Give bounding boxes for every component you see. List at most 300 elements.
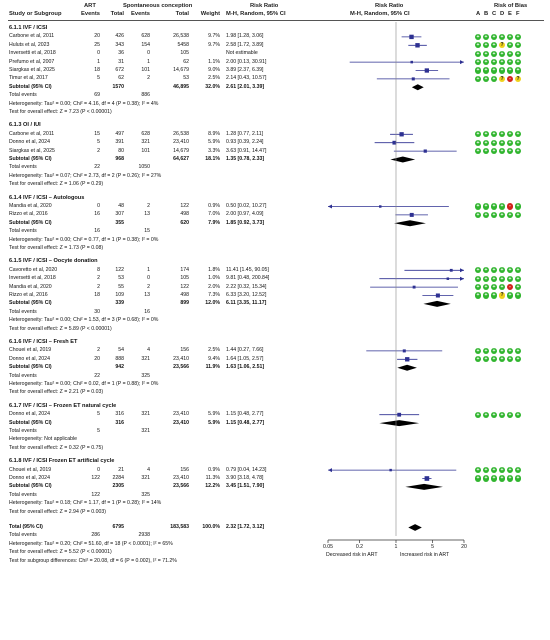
risk-of-bias-dot: + [516, 139, 520, 146]
risk-ratio-ci: 11.41 [1.45, 90.05] [226, 266, 269, 273]
risk-of-bias-dot: + [516, 283, 520, 290]
study-square [389, 469, 391, 471]
subtotal-spont-total: 23,566 [173, 483, 189, 490]
study-name: Rizzo et al, 2016 [9, 292, 48, 298]
weight-value: 2.0% [208, 283, 220, 290]
risk-of-bias-dot: + [492, 356, 496, 363]
subtotal-spont-total: 23,410 [173, 419, 189, 426]
art-events: 25 [94, 41, 100, 48]
risk-of-bias-dot: + [500, 58, 504, 65]
study-name: Carbone et al, 2011 [9, 130, 55, 137]
total-events-label: Total events [9, 164, 37, 171]
risk-of-bias-dot: + [492, 147, 496, 154]
risk-of-bias-dot: + [500, 67, 504, 74]
weight-value: 9.7% [208, 41, 220, 48]
risk-of-bias-dot: + [492, 211, 496, 218]
risk-ratio-ci: 3.89 [2.37, 6.39] [226, 67, 264, 73]
risk-of-bias-dot: + [476, 347, 480, 354]
risk-of-bias-dot: + [508, 267, 512, 274]
weight-value: 1.0% [208, 275, 220, 282]
risk-of-bias-dot: + [508, 58, 512, 65]
art-events: 1 [97, 58, 100, 65]
art-total: 36 [118, 50, 124, 57]
study-square [410, 213, 414, 217]
risk-of-bias-dot: + [508, 292, 512, 299]
risk-of-bias-dot: + [516, 211, 520, 218]
spont-total: 14,679 [173, 147, 189, 154]
spont-total: 14,679 [173, 67, 189, 73]
total-events-spont: 16 [144, 308, 150, 315]
heterogeneity-text: Heterogeneity: Not applicable [9, 436, 78, 443]
study-name: Carbone et al, 2011 [9, 33, 55, 40]
risk-of-bias-dot: + [476, 211, 480, 218]
risk-of-bias-dot: + [476, 147, 480, 154]
risk-of-bias-dot: + [484, 42, 488, 49]
subtotal-art-total: 942 [115, 364, 124, 371]
risk-of-bias-dot: + [508, 275, 512, 282]
weight-value: 2.5% [208, 347, 220, 354]
spont-events: 2 [147, 283, 150, 290]
subtotal-spont-total: 620 [180, 219, 189, 226]
subtotal-diamond [405, 484, 443, 490]
risk-of-bias-dot: + [508, 33, 512, 40]
study-name: Cavoretto et al, 2020 [9, 266, 58, 273]
risk-ratio-ci: 3.90 [3.18, 4.78] [226, 475, 264, 481]
spont-events: 0 [147, 50, 150, 57]
risk-ratio-ci: 1.98 [1.28, 3.06] [226, 33, 264, 40]
risk-of-bias-dot: + [492, 203, 496, 210]
risk-of-bias-dot: + [516, 33, 520, 40]
spont-events: 154 [141, 41, 150, 48]
risk-of-bias-dot: + [492, 475, 496, 482]
risk-of-bias-dot: + [516, 42, 520, 49]
risk-of-bias-header: Risk of Bias [494, 3, 528, 9]
study-column-header: Study or Subgroup [9, 11, 62, 17]
art-total: 391 [115, 139, 124, 146]
art-total: 426 [115, 33, 124, 40]
study-name: Chouei et al, 2019 [9, 466, 52, 473]
art-total: 54 [118, 347, 124, 354]
risk-of-bias-dot: + [492, 131, 496, 138]
risk-of-bias-dot: ? [500, 75, 504, 82]
subtotal-ci: 1.35 [0.78, 2.33] [226, 156, 265, 162]
ci-arrow-right [460, 60, 464, 64]
art-events: 122 [91, 475, 100, 481]
spont-events-header: Events [130, 11, 150, 17]
risk-of-bias-dot: + [516, 203, 520, 210]
risk-ratio-ci: 2.58 [1.72, 3.89] [226, 41, 264, 48]
subtotal-art-total: 2305 [112, 483, 124, 490]
art-events: 0 [97, 50, 100, 57]
risk-of-bias-dot: + [484, 466, 488, 473]
risk-ratio-ci: 6.33 [3.20, 12.52] [226, 292, 267, 298]
subtotal-ci: 2.61 [2.01, 3.39] [226, 83, 265, 90]
subgroup-title: 6.1.8 IVF / ICSI Frozen ET artificial cycle [9, 458, 115, 465]
risk-of-bias-dot: + [476, 131, 480, 138]
risk-of-bias-dot: + [484, 50, 488, 57]
risk-of-bias-dot: + [508, 131, 512, 138]
art-total: 888 [115, 355, 124, 362]
weight-header: Weight [200, 11, 220, 17]
risk-ratio-ci: 2.14 [0.43, 10.57] [226, 75, 267, 82]
risk-of-bias-dot: - [507, 284, 513, 290]
spont-events: 1 [147, 58, 150, 65]
art-total: 62 [118, 75, 124, 82]
x-tick-label: 1 [394, 544, 398, 550]
weight-value: 1.1% [208, 58, 220, 65]
overall-ci: 2.32 [1.72, 3.12] [226, 524, 265, 530]
overall-heterogeneity: Heterogeneity: Tau² = 0.20; Chi² = 51.60, df = 18 (P < 0.0001); I² = 65% [9, 540, 173, 547]
art-total: 31 [118, 58, 124, 65]
total-events-label: Total events [9, 308, 37, 315]
risk-ratio-ci: 1.64 [1.05, 2.57] [226, 355, 264, 362]
subtotal-ci: 1.85 [0.92, 3.73] [226, 219, 265, 226]
rob-letter-a: A [476, 11, 481, 17]
total-events-spont: 1050 [138, 164, 150, 171]
risk-of-bias-dot: + [492, 347, 496, 354]
subtotal-label: Subtotal (95% CI) [9, 219, 52, 226]
art-events: 5 [97, 411, 100, 418]
spont-events: 101 [141, 67, 150, 73]
risk-ratio-ci: 1.44 [0.27, 7.66] [226, 347, 264, 354]
study-square [403, 349, 406, 352]
risk-of-bias-dot: + [516, 475, 520, 482]
total-events-art: 30 [94, 308, 100, 315]
weight-value: 9.7% [208, 33, 220, 40]
art-events: 2 [97, 347, 100, 354]
risk-of-bias-dot: + [516, 292, 520, 299]
risk-of-bias-dot: + [476, 139, 480, 146]
subtotal-label: Subtotal (95% CI) [9, 83, 52, 90]
study-square [425, 68, 429, 72]
subtotal-label: Subtotal (95% CI) [9, 156, 52, 162]
risk-of-bias-dot: + [484, 475, 488, 482]
risk-ratio-header-left: Risk Ratio [250, 3, 279, 9]
weight-value: 9.0% [208, 67, 220, 73]
risk-of-bias-dot: + [500, 466, 504, 473]
subtotal-diamond [379, 420, 419, 426]
risk-of-bias-dot: + [508, 466, 512, 473]
subtotal-weight: 12.2% [205, 483, 220, 490]
spont-total: 156 [180, 466, 189, 473]
risk-of-bias-dot: + [476, 267, 480, 274]
risk-of-bias-dot: + [476, 50, 480, 57]
weight-value: 5.9% [208, 139, 220, 146]
subgroup-title: 6.1.1 IVF / ICSI [9, 25, 48, 31]
art-total: 307 [115, 211, 124, 218]
risk-of-bias-dot: + [516, 466, 520, 473]
overall-effect-test: Test for overall effect: Z = 1.73 (P = 0.08) [9, 245, 104, 251]
subtotal-weight: 11.9% [205, 364, 220, 371]
art-events-header: Events [80, 11, 100, 17]
art-events: 20 [94, 33, 100, 40]
weight-value: 8.9% [208, 130, 220, 137]
subtotal-art-total: 355 [115, 219, 124, 226]
subtotal-weight: 18.1% [205, 156, 220, 162]
risk-ratio-ci: 3.63 [0.91, 14.47] [226, 147, 267, 154]
total-events-art: 5 [97, 428, 100, 434]
art-total: 21 [118, 466, 124, 473]
study-name: Mandia et al, 2020 [9, 203, 52, 209]
spont-events: 321 [141, 355, 150, 362]
total-events-label: Total events [9, 228, 37, 235]
overall-weight: 100.0% [202, 524, 220, 530]
subtotal-art-total: 1570 [112, 83, 124, 90]
art-events: 18 [94, 67, 100, 73]
subtotal-art-total: 316 [115, 419, 124, 426]
study-name: Huluts et al, 2023 [9, 41, 50, 48]
risk-ratio-ci: 0.79 [0.04, 14.23] [226, 466, 267, 473]
subgroup-title: 6.1.7 IVF / ICSI – Frozen ET natural cycle [9, 402, 117, 409]
axis-label-left: Decreased risk in ART [326, 552, 378, 558]
overall-effect-test: Test for overall effect: Z = 1.06 (P = 0.29) [9, 181, 104, 188]
art-events: 2 [97, 275, 100, 282]
risk-of-bias-dot: + [500, 147, 504, 154]
spont-events: 321 [141, 475, 150, 481]
art-total: 316 [115, 411, 124, 418]
study-square [413, 286, 416, 289]
spont-events: 0 [147, 275, 150, 282]
risk-ratio-ci: 2.22 [0.32, 15.34] [226, 283, 267, 290]
risk-of-bias-dot: + [508, 67, 512, 74]
spont-total: 5458 [177, 41, 189, 48]
overall-events-art: 286 [91, 532, 100, 539]
spont-total: 53 [183, 75, 189, 82]
risk-of-bias-dot: + [484, 211, 488, 218]
subtotal-weight: 32.0% [205, 83, 220, 90]
art-events: 2 [97, 283, 100, 290]
risk-of-bias-dot: + [476, 292, 480, 299]
subtotal-ci: 3.45 [1.51, 7.90] [226, 483, 265, 490]
risk-of-bias-dot: + [516, 275, 520, 282]
ci-arrow-left [328, 468, 332, 472]
risk-of-bias-dot: + [500, 475, 504, 482]
risk-of-bias-dot: + [500, 356, 504, 363]
art-events: 8 [97, 266, 100, 273]
spont-total: 156 [180, 347, 189, 354]
subtotal-diamond [394, 220, 426, 226]
risk-of-bias-dot: + [508, 42, 512, 49]
total-events-art: 22 [94, 164, 100, 171]
spont-total: 122 [180, 283, 189, 290]
art-events: 15 [94, 130, 100, 137]
spont-total: 105 [180, 50, 189, 57]
art-total: 53 [118, 275, 124, 282]
risk-of-bias-dot: + [476, 356, 480, 363]
study-name: Rizzo et al, 2016 [9, 211, 48, 218]
art-total: 48 [118, 203, 124, 209]
total-events-spont: 325 [141, 491, 150, 498]
overall-effect-test: Test for overall effect: Z = 2.21 (P = 0.03) [9, 389, 104, 396]
risk-ratio-ci: 0.50 [0.02, 10.27] [226, 203, 267, 209]
study-name: Inversetti et al, 2018 [9, 275, 56, 282]
study-square [447, 277, 450, 280]
risk-of-bias-dot: + [508, 211, 512, 218]
subgroup-title: 6.1.5 IVF / ICSI – Oocyte donation [9, 258, 98, 265]
risk-of-bias-dot: + [476, 67, 480, 74]
risk-ratio-ci: 2.00 [0.13, 30.91] [226, 58, 267, 65]
axis-label-right: Increased risk in ART [400, 552, 450, 558]
subgroup-title: 6.1.4 IVF / ICSI – Autologous [9, 194, 85, 201]
subtotal-spont-total: 46,895 [173, 83, 189, 90]
subtotal-diamond [423, 301, 450, 307]
risk-of-bias-dot: + [484, 33, 488, 40]
risk-ratio-header-right: Risk Ratio [375, 3, 404, 9]
art-events: 0 [97, 466, 100, 473]
subtotal-ci: 1.15 [0.48, 2.77] [226, 419, 265, 426]
risk-of-bias-dot: + [492, 33, 496, 40]
risk-of-bias-dot: + [508, 475, 512, 482]
art-total: 672 [115, 67, 124, 73]
spont-total: 23,410 [173, 475, 189, 481]
study-square [405, 357, 409, 361]
study-square [399, 132, 403, 136]
total-events-spont: 321 [141, 428, 150, 434]
overall-events-label: Total events [9, 532, 37, 539]
risk-of-bias-dot: + [476, 75, 480, 82]
study-name: Donno et al, 2024 [9, 139, 50, 146]
subtotal-ci: 1.63 [1.06, 2.51] [226, 364, 265, 371]
spont-total: 105 [180, 275, 189, 282]
risk-of-bias-dot: - [507, 203, 513, 209]
risk-of-bias-dot: + [516, 356, 520, 363]
total-events-spont: 325 [141, 372, 150, 379]
risk-of-bias-dot: + [492, 67, 496, 74]
risk-of-bias-dot: + [492, 75, 496, 82]
risk-of-bias-dot: + [476, 203, 480, 210]
overall-total-label: Total (95% CI) [9, 524, 43, 530]
weight-value: 9.4% [208, 355, 220, 362]
subtotal-spont-total: 899 [180, 300, 189, 307]
study-square [410, 61, 413, 64]
overall-effect-test: Test for overall effect: Z = 0.32 (P = 0.75) [9, 444, 104, 451]
risk-ratio-ci: 1.28 [0.77, 2.11] [226, 130, 264, 137]
risk-of-bias-dot: + [492, 292, 496, 299]
risk-of-bias-dot: + [516, 267, 520, 274]
rob-letter-b: B [484, 11, 489, 17]
spont-events: 13 [144, 292, 150, 298]
risk-of-bias-dot: + [508, 347, 512, 354]
total-events-art: 69 [94, 92, 100, 99]
risk-of-bias-dot: + [500, 211, 504, 218]
risk-of-bias-dot: + [476, 475, 480, 482]
total-events-label: Total events [9, 491, 37, 498]
art-events: 16 [94, 211, 100, 218]
study-square [424, 149, 427, 152]
subtotal-spont-total: 23,566 [173, 364, 189, 371]
study-name: Timur et al, 2017 [9, 75, 48, 82]
risk-of-bias-dot: + [484, 283, 488, 290]
risk-of-bias-dot: + [476, 33, 480, 40]
risk-of-bias-dot: + [484, 275, 488, 282]
art-total-header: Total [110, 11, 124, 17]
risk-ratio-ci: 1.15 [0.48, 2.77] [226, 411, 264, 418]
study-square [379, 205, 381, 207]
weight-value: 11.3% [205, 475, 220, 481]
ci-arrow-right [460, 268, 464, 272]
art-events: 20 [94, 355, 100, 362]
risk-of-bias-dot: + [484, 58, 488, 65]
x-tick-label: 20 [461, 544, 467, 550]
art-events: 0 [97, 203, 100, 209]
study-name: Mandia et al, 2020 [9, 283, 52, 290]
subgroup-title: 6.1.3 OI / IUI [9, 122, 41, 129]
risk-of-bias-dot: + [484, 292, 488, 299]
risk-of-bias-dot: + [508, 139, 512, 146]
study-square [415, 43, 419, 47]
weight-value: 7.0% [208, 211, 220, 218]
total-events-label: Total events [9, 372, 37, 379]
study-square [392, 141, 396, 145]
heterogeneity-text: Heterogeneity: Tau² = 0.18; Chi² = 1.17, df = 1 (P = 0.28); I² = 14% [9, 500, 162, 507]
subtotal-diamond [412, 84, 424, 90]
risk-of-bias-dot: + [484, 67, 488, 74]
risk-of-bias-dot: + [484, 347, 488, 354]
subtotal-label: Subtotal (95% CI) [9, 300, 52, 307]
overall-diamond [408, 524, 422, 531]
risk-of-bias-dot: + [500, 267, 504, 274]
risk-of-bias-dot: + [484, 147, 488, 154]
subtotal-art-total: 968 [115, 156, 124, 162]
art-events: 5 [97, 139, 100, 146]
total-events-art: 16 [94, 228, 100, 235]
spont-total: 174 [180, 266, 189, 273]
study-square [436, 293, 440, 297]
risk-of-bias-dot: ? [500, 292, 504, 299]
overall-events-spont: 2938 [138, 532, 150, 539]
risk-of-bias-dot: + [492, 466, 496, 473]
risk-of-bias-dot: - [507, 76, 513, 82]
risk-of-bias-dot: + [476, 466, 480, 473]
risk-of-bias-dot: + [476, 283, 480, 290]
risk-of-bias-dot: + [508, 50, 512, 57]
risk-of-bias-dot: + [484, 203, 488, 210]
x-tick-label: 5 [431, 544, 434, 550]
subtotal-label: Subtotal (95% CI) [9, 483, 52, 490]
study-square [409, 35, 413, 39]
subgroup-differences-test: Test for subgroup differences: Chi² = 20.08, df = 6 (P = 0.002), I² = 71.2% [9, 557, 177, 564]
risk-of-bias-dot: + [508, 411, 512, 418]
art-total: 122 [115, 266, 124, 273]
art-events: 18 [94, 292, 100, 298]
risk-of-bias-dot: + [492, 283, 496, 290]
risk-ratio-ci: 0.93 [0.39, 2.24] [226, 139, 264, 146]
study-name: Siargkas et al, 2025 [9, 147, 55, 154]
spont-events: 101 [141, 147, 150, 154]
risk-of-bias-dot: + [500, 131, 504, 138]
spont-events: 4 [147, 466, 150, 473]
spont-total: 23,410 [173, 355, 189, 362]
risk-of-bias-dot: + [484, 75, 488, 82]
overall-effect-test: Test for overall effect: Z = 5.89 (P < 0.00001) [9, 325, 112, 332]
risk-of-bias-dot: + [508, 147, 512, 154]
risk-of-bias-dot: + [476, 275, 480, 282]
x-tick-label: 0.2 [355, 544, 364, 550]
subtotal-weight: 5.9% [208, 419, 220, 426]
spont-total: 23,410 [173, 411, 189, 418]
risk-of-bias-dot: ? [500, 42, 504, 49]
weight-value: 0.9% [208, 203, 220, 209]
risk-of-bias-dot: + [516, 67, 520, 74]
risk-of-bias-dot: + [492, 411, 496, 418]
ci-arrow-right [460, 277, 464, 281]
weight-value: 5.9% [208, 411, 220, 418]
overall-art-total: 6795 [112, 524, 124, 530]
spontaneous-group-header: Spontaneous conception [123, 3, 193, 9]
risk-of-bias-dot: + [492, 275, 496, 282]
risk-of-bias-dot: + [500, 411, 504, 418]
art-total: 497 [115, 130, 124, 137]
